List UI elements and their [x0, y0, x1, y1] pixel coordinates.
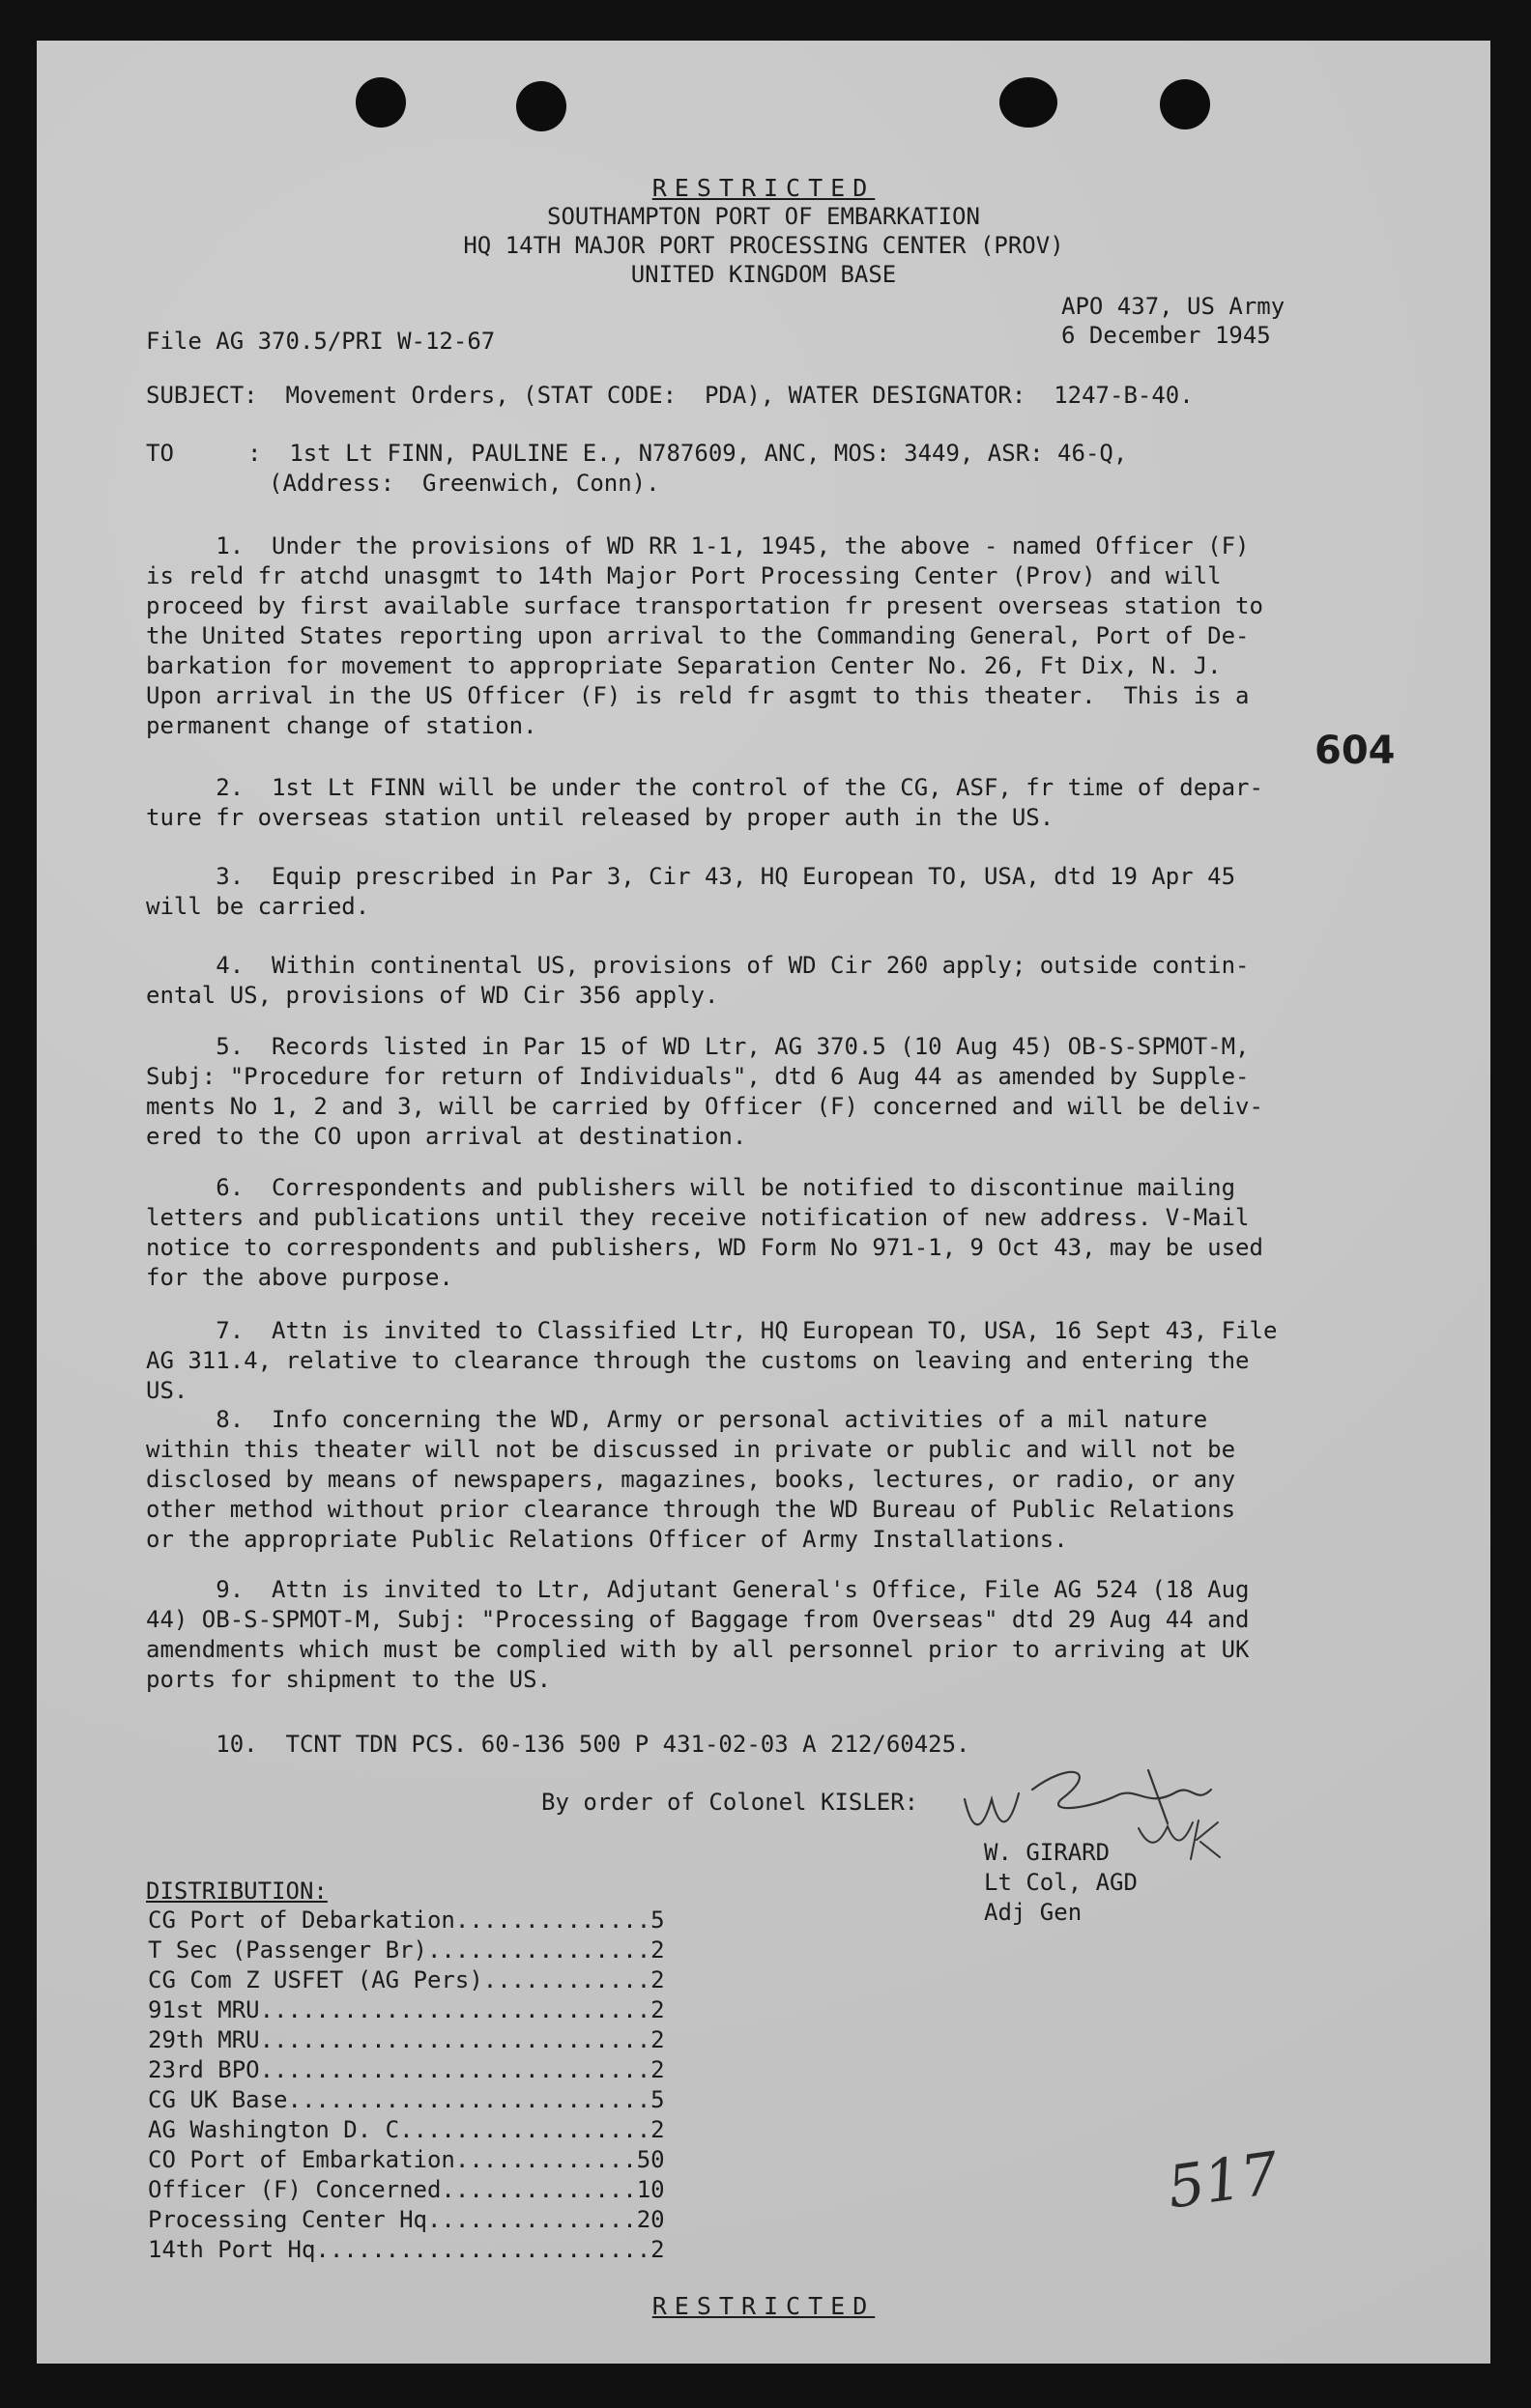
punch-hole [1160, 79, 1210, 129]
punch-hole [356, 77, 406, 128]
subject-line: SUBJECT: Movement Orders, (STAT CODE: PDA), WATER DESIGNATOR: 1247-B-40. [146, 382, 1194, 409]
distribution-row: T Sec (Passenger Br)................2 [148, 1936, 665, 1964]
distribution-row: 91st MRU............................2 [148, 1996, 665, 2023]
top-restricted-marking: RESTRICTED [651, 174, 876, 202]
paragraph-6: 6. Correspondents and publishers will be notified to discontinue mailing letters and publications until they receive notification of new address. V-Mail notice to correspondents and publishers, WD Form No 971-1, 9 Oct 43, may be used for the above purpose. [146, 1174, 1263, 1291]
signatory-title: Adj Gen [984, 1899, 1083, 1926]
date-line: 6 December 1945 [1061, 322, 1271, 349]
document-page [37, 41, 1490, 2364]
bottom-restricted-marking: RESTRICTED [651, 2292, 876, 2320]
distribution-row: CO Port of Embarkation.............50 [148, 2146, 665, 2173]
paragraph-2: 2. 1st Lt FINN will be under the control of the CG, ASF, fr time of depar- ture fr overseas station until released by proper auth in the US. [146, 774, 1263, 831]
file-reference: File AG 370.5/PRI W-12-67 [146, 328, 496, 355]
paragraph-4: 4. Within continental US, provisions of WD Cir 260 apply; outside contin- ental US, provisions of WD Cir 356 apply. [146, 952, 1250, 1009]
distribution-row: 14th Port Hq........................2 [148, 2236, 665, 2263]
document-number: 604 [1314, 729, 1396, 773]
handwritten-page-number: 517 [1163, 2139, 1283, 2222]
punch-hole [999, 77, 1057, 128]
paragraph-8: 8. Info concerning the WD, Army or personal activities of a mil nature within this theater will not be discussed in private or public and will not be disclosed by means of newspapers, magazines, books, lectures, or radio, or any other method without prior clearance through the WD Bureau of Public Relations or the appropriate Public Relations Officer of Army Installations. [146, 1406, 1236, 1553]
distribution-row: AG Washington D. C..................2 [148, 2116, 665, 2143]
signatory-rank: Lt Col, AGD [984, 1869, 1138, 1896]
distribution-row: 29th MRU............................2 [148, 2026, 665, 2053]
paragraph-9: 9. Attn is invited to Ltr, Adjutant General's Office, File AG 524 (18 Aug 44) OB-S-SPMOT-M, Subj: "Processing of Baggage from Overseas" dtd 29 Aug 44 and amendments which must be complied with by all personnel prior to arriving at UK ports for shipment to the US. [146, 1576, 1250, 1693]
signatory-name: W. GIRARD [984, 1839, 1111, 1866]
header-line-2: HQ 14TH MAJOR PORT PROCESSING CENTER (PROV) [463, 232, 1064, 259]
distribution-row: CG Com Z USFET (AG Pers)............2 [148, 1966, 665, 1993]
to-label: TO [146, 440, 174, 467]
paragraph-1: 1. Under the provisions of WD RR 1-1, 1945, the above - named Officer (F) is reld fr atchd unasgmt to 14th Major Port Processing Center (Prov) and will proceed by first available surface transportation fr present overseas station to the United States reporting upon arrival to the Commanding General, Port of De- barkation for movement to appropriate Separation Center No. 26, Ft Dix, N. J. Upon arrival in the US Officer (F) is reld fr asgmt to this theater. This is a permanent change of station. [146, 532, 1263, 739]
header-line-1: SOUTHAMPTON PORT OF EMBARKATION [547, 203, 980, 230]
paragraph-10: 10. TCNT TDN PCS. 60-136 500 P 431-02-03 A 212/60425. [146, 1731, 970, 1758]
distribution-row: 23rd BPO............................2 [148, 2056, 665, 2083]
distribution-row: Processing Center Hq...............20 [148, 2206, 665, 2233]
paragraph-3: 3. Equip prescribed in Par 3, Cir 43, HQ European TO, USA, dtd 19 Apr 45 will be carried. [146, 863, 1236, 920]
paragraph-7: 7. Attn is invited to Classified Ltr, HQ European TO, USA, 16 Sept 43, File AG 311.4, relative to clearance through the customs on leaving and entering the US. [146, 1317, 1278, 1404]
to-line-2: (Address: Greenwich, Conn). [269, 470, 660, 497]
by-order-line: By order of Colonel KISLER: [541, 1789, 919, 1816]
to-line-1: : 1st Lt FINN, PAULINE E., N787609, ANC, MOS: 3449, ASR: 46-Q, [247, 440, 1128, 467]
distribution-heading: DISTRIBUTION: [146, 1878, 328, 1905]
distribution-row: CG UK Base..........................5 [148, 2086, 665, 2113]
paragraph-5: 5. Records listed in Par 15 of WD Ltr, AG 370.5 (10 Aug 45) OB-S-SPMOT-M, Subj: "Procedure for return of Individuals", dtd 6 Aug 44 as amended by Supple- ments No 1, 2 and 3, will be carried by Officer (F) concerned and will be deliv- ered to the CO upon arrival at destination. [146, 1033, 1263, 1150]
distribution-row: CG Port of Debarkation..............5 [148, 1906, 665, 1934]
apo-line: APO 437, US Army [1061, 293, 1285, 320]
distribution-row: Officer (F) Concerned..............10 [148, 2176, 665, 2203]
punch-hole [516, 81, 566, 131]
header-line-3: UNITED KINGDOM BASE [630, 261, 897, 288]
